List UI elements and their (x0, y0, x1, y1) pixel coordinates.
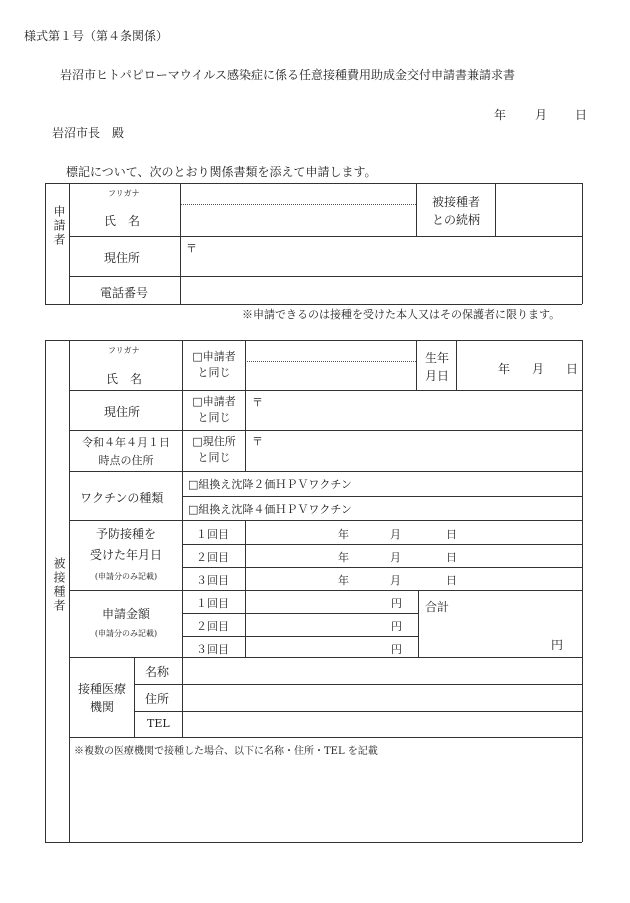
address-same-as-applicant-checkbox[interactable]: □申請者 と同じ (192, 395, 236, 424)
amount-label: 申請金額 (申請分のみ記載) (94, 607, 158, 638)
april-address-label: 令和４年４月１日 時点の住所 (82, 436, 170, 467)
applicant-note: ※申請できるのは接種を受けた本人又はその保護者に限ります。 (242, 308, 561, 321)
same-as-current-address-checkbox[interactable]: □現住所 と同じ (192, 435, 236, 464)
recipient-address-field[interactable] (247, 392, 580, 429)
recipient-furigana-field[interactable] (247, 343, 415, 360)
date-year-label: 年 (494, 108, 507, 122)
dose-2-day[interactable]: 日 (446, 551, 457, 564)
applicant-furigana-field[interactable] (182, 188, 415, 204)
dose-3-label: ３回目 (196, 574, 229, 587)
additional-clinics-field[interactable] (71, 758, 580, 840)
clinic-address-label: 住所 (145, 692, 170, 706)
applicant-address-label: 現住所 (104, 251, 141, 265)
april-address-field[interactable] (247, 432, 580, 470)
date-month-label: 月 (535, 108, 548, 122)
vaccination-date-label: 予防接種を 受けた年月日 (申請分のみ記載) (89, 527, 162, 581)
applicant-postal-mark: 〒 (186, 242, 197, 255)
date-day-label: 日 (575, 108, 588, 122)
applicant-section-label: 申請者 (52, 205, 66, 247)
total-label: 合計 (425, 600, 450, 614)
dose-1-year[interactable]: 年 (338, 528, 349, 541)
amount-dose-2-label: ２回目 (196, 620, 229, 633)
recipient-name-field[interactable] (247, 363, 415, 389)
clinic-tel-field[interactable] (184, 713, 580, 736)
amount-dose-2-yen[interactable]: 円 (391, 620, 402, 633)
amount-dose-1-yen[interactable]: 円 (391, 597, 402, 610)
dose-1-label: １回目 (196, 528, 229, 541)
applicant-name-label: 氏 名 (104, 214, 141, 228)
relation-field[interactable] (497, 185, 581, 235)
vaccine-type-label: ワクチンの種類 (80, 491, 164, 505)
dose-3-month[interactable]: 月 (390, 574, 401, 587)
dose-3-year[interactable]: 年 (338, 574, 349, 587)
dose-2-year[interactable]: 年 (338, 551, 349, 564)
applicant-address-field[interactable] (200, 238, 580, 275)
recipient-postal-mark: 〒 (252, 396, 263, 409)
dose-2-label: ２回目 (196, 551, 229, 564)
intro-text: 標記について、次のとおり関係書類を添えて申請します。 (66, 165, 377, 179)
clinic-name-label: 名称 (145, 665, 170, 679)
dose-1-day[interactable]: 日 (446, 528, 457, 541)
relation-label: 被接種者 との続柄 (431, 195, 480, 227)
clinic-name-field[interactable] (184, 659, 580, 683)
clinic-label: 接種医療 機関 (77, 682, 126, 714)
recipient-address-label: 現住所 (104, 405, 141, 419)
birth-month-label[interactable]: 月 (532, 362, 545, 376)
birth-day-label[interactable]: 日 (566, 362, 579, 376)
applicant-phone-label: 電話番号 (100, 286, 149, 300)
dose-1-month[interactable]: 月 (390, 528, 401, 541)
applicant-phone-field[interactable] (182, 278, 580, 303)
clinic-note: ※複数の医療機関で接種した場合、以下に名称・住所・TEL を記載 (74, 746, 378, 757)
applicant-name-field[interactable] (182, 207, 415, 235)
amount-dose-1-label: １回目 (196, 597, 229, 610)
vaccine-option-bivalent[interactable]: □組換え沈降２価ＨＰＶワクチン (188, 478, 352, 491)
form-number: 様式第１号（第４条関係） (24, 29, 169, 43)
recipient-name-label: 氏 名 (106, 372, 143, 386)
clinic-address-field[interactable] (184, 686, 580, 710)
clinic-tel-label: TEL (147, 717, 170, 730)
vaccine-option-quadrivalent[interactable]: □組換え沈降４価ＨＰＶワクチン (188, 503, 352, 516)
amount-dose-3-label: ３回目 (196, 643, 229, 656)
page-title: 岩沼市ヒトパピローマウイルス感染症に係る任意接種費用助成金交付申請書兼請求書 (60, 68, 516, 82)
april-postal-mark: 〒 (252, 435, 263, 448)
applicant-furigana-label: フリガナ (108, 189, 140, 198)
recipient-furigana-label: フリガナ (108, 346, 140, 355)
amount-dose-3-yen[interactable]: 円 (391, 643, 402, 656)
birth-year-label[interactable]: 年 (498, 362, 511, 376)
birthdate-label: 生年 月日 (424, 351, 449, 383)
total-yen[interactable]: 円 (551, 638, 564, 652)
same-as-applicant-checkbox[interactable]: □申請者 と同じ (192, 350, 236, 379)
recipient-section-label: 被接種者 (52, 557, 66, 613)
dose-3-day[interactable]: 日 (446, 574, 457, 587)
dose-2-month[interactable]: 月 (390, 551, 401, 564)
addressee: 岩沼市長 殿 (52, 126, 125, 140)
